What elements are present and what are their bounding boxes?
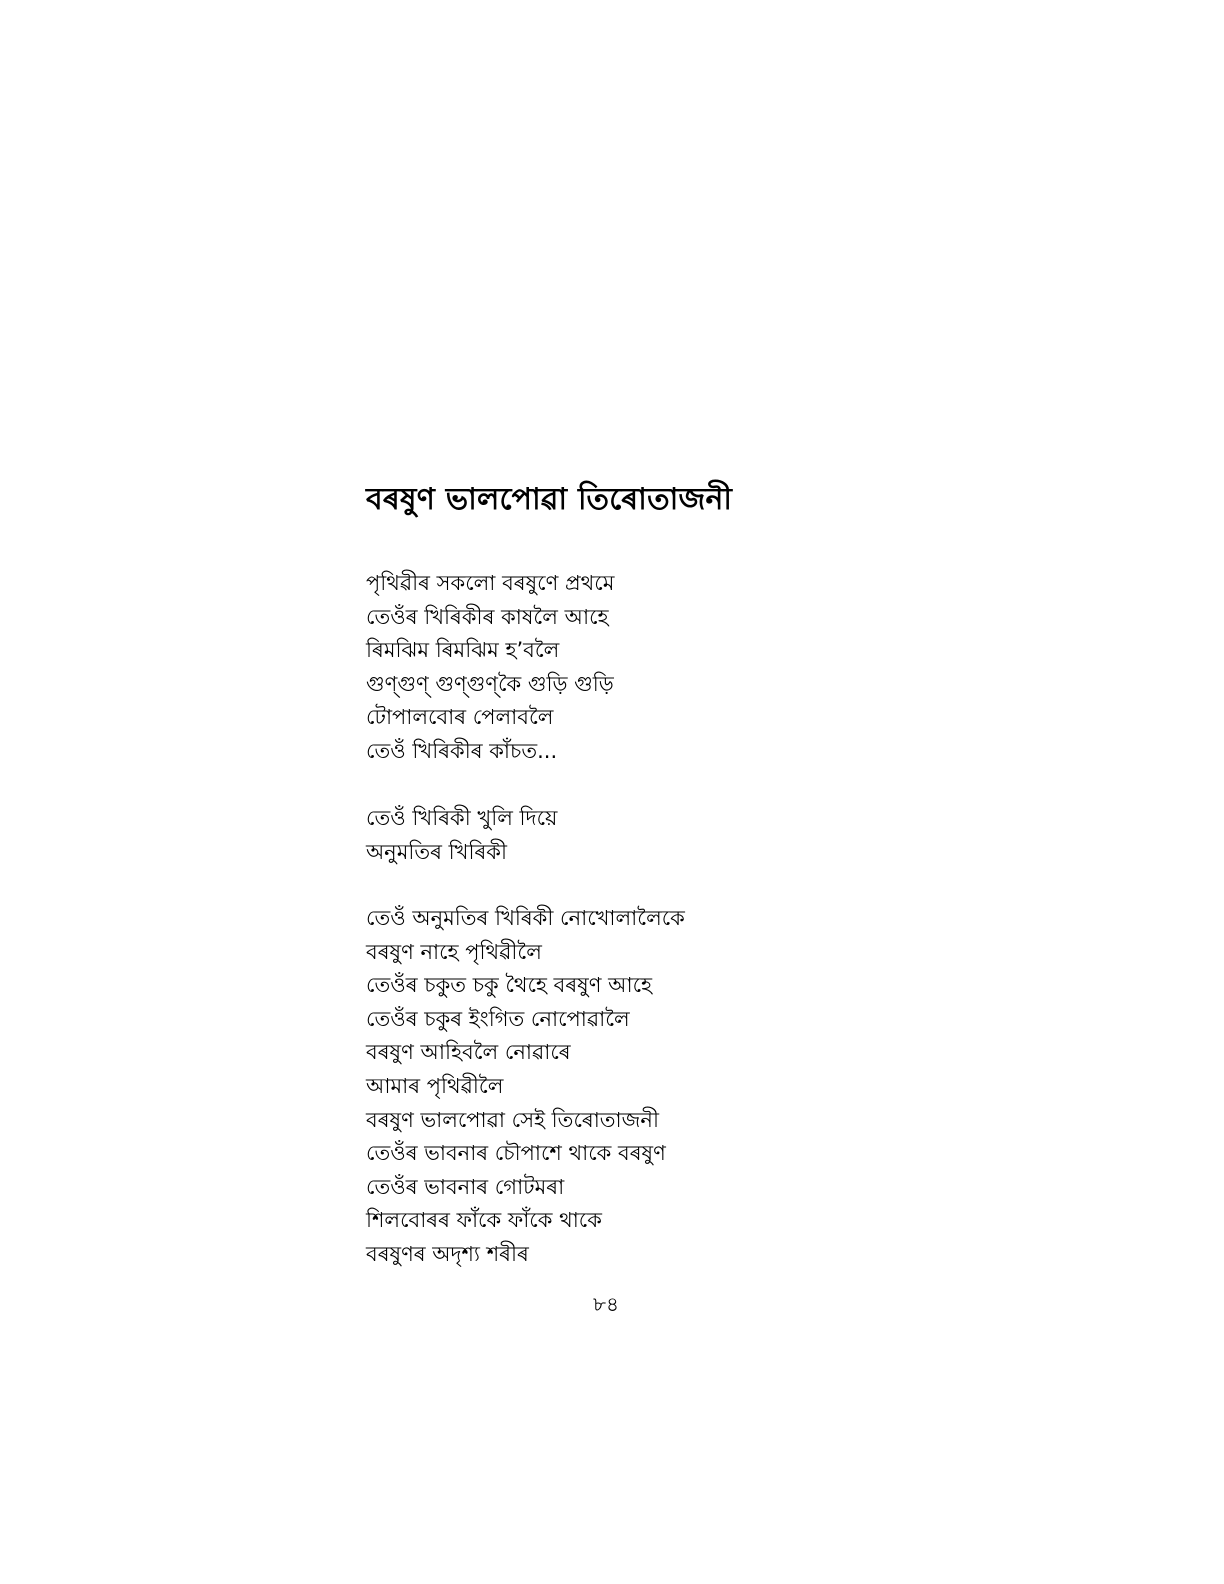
poem-line: তেওঁ অনুমতিৰ খিৰিকী নোখোলালৈকে [366,906,685,930]
poem-line: টোপালবোৰ পেলাবলৈ [366,705,554,730]
poem-line: তেওঁৰ ভাবনাৰ চৌপাশে থাকে বৰষুণ [366,1141,666,1166]
stanza-2 [366,802,557,869]
poem-line: তেওঁৰ ভাবনাৰ গোটমৰা [366,1174,565,1199]
poem-line: আমাৰ পৃথিৱীলৈ [366,1073,504,1098]
poem-title: বৰষুণ ভালপোৱা তিৰোতাজনী [366,482,733,517]
poem-line: বৰষুণ ভালপোৱা সেই তিৰোতাজনী [366,1107,659,1132]
poem-line: তেওঁ খিৰিকী খুলি দিয়ে [366,806,558,830]
poem-line: বৰষুণৰ অদৃশ্য শৰীৰ [366,1241,529,1266]
stanza-1 [366,567,614,769]
poem-line: তেওঁৰ খিৰিকীৰ কাষলৈ আহে [366,604,609,629]
page-number: ৮৪ [593,1292,619,1316]
poem-line: তেওঁৰ চকুত চকু থৈহে বৰষুণ আহে [366,973,653,998]
poem-line: বৰষুণ আহিবলৈ নোৱাৰে [366,1040,571,1065]
poem-line: তেওঁৰ চকুৰ ইংগিত নোপোৱালৈ [366,1006,630,1031]
poem-line: পৃথিৱীৰ সকলো বৰষুণে প্ৰথমে [366,571,615,595]
poem-line: তেওঁ খিৰিকীৰ কাঁচত... [366,738,558,763]
poem-line: শিলবোৰৰ ফাঁকে ফাঁকে থাকে [366,1208,602,1233]
poem-line: বৰষুণ নাহে পৃথিৱীলৈ [366,939,542,964]
poem-line: অনুমতিৰ খিৰিকী [366,839,507,864]
poem-line: ৰিমঝিম ৰিমঝিম হ’বলৈ [366,638,560,663]
poem-line: গুণ্‌গুণ্‌ গুণ্‌গুণ্‌কৈ গুড়ি গুড়ি [366,671,614,696]
stanza-3 [366,902,685,1272]
